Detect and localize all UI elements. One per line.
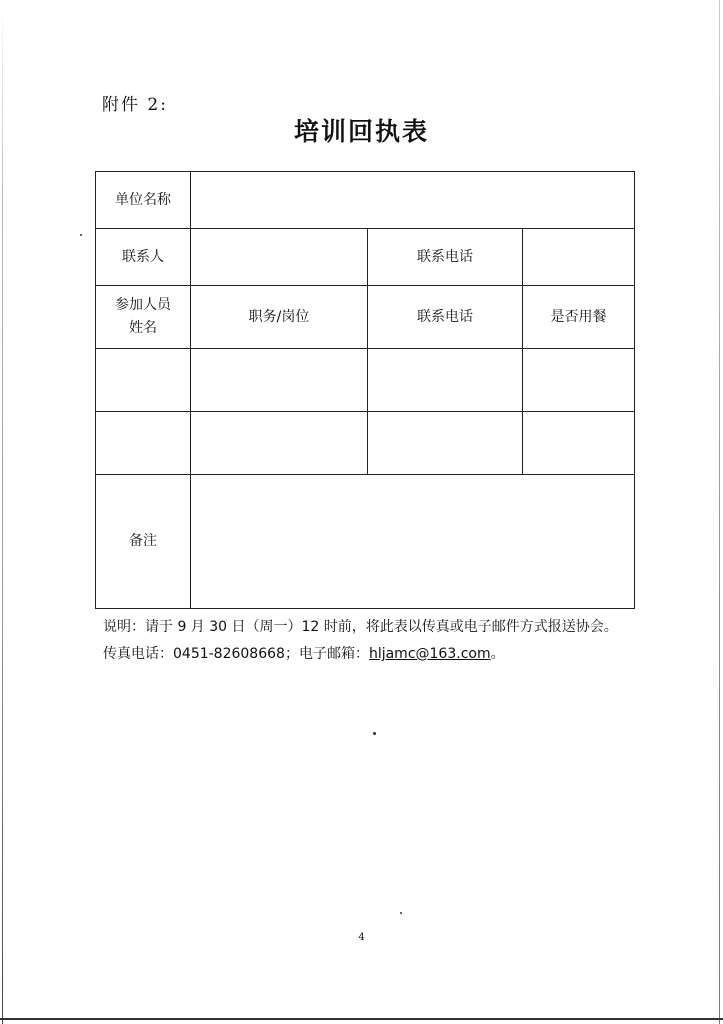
scan-edge-right xyxy=(719,0,720,1024)
page-number: 4 xyxy=(358,932,365,943)
remarks-label: 备注 xyxy=(96,475,191,609)
attachment-label: 附件 2: xyxy=(102,95,168,115)
participant-name-cell[interactable] xyxy=(96,412,191,475)
training-receipt-form xyxy=(95,171,635,609)
row-contact xyxy=(96,229,635,286)
contact-person-label: 联系人 xyxy=(96,229,191,286)
participant-row xyxy=(96,412,635,475)
submission-instructions: 说明：请于 9 月 30 日（周一）12 时前，将此表以传真或电子邮件方式报送协会。 xyxy=(103,619,618,635)
document-title: 培训回执表 xyxy=(293,117,429,146)
meal-header: 是否用餐 xyxy=(523,286,635,349)
participant-position-cell[interactable] xyxy=(191,412,368,475)
remarks-field[interactable] xyxy=(191,475,635,609)
scan-edge-left xyxy=(2,0,3,1024)
scan-speck xyxy=(80,234,82,236)
position-header: 职务/岗位 xyxy=(191,286,368,349)
unit-name-label: 单位名称 xyxy=(96,172,191,229)
scan-speck xyxy=(373,732,376,735)
contact-info-suffix: 。 xyxy=(490,646,505,662)
participant-meal-cell[interactable] xyxy=(523,412,635,475)
participant-name-label-line2: 姓名 xyxy=(129,320,157,336)
email-link[interactable]: hljamc@163.com xyxy=(368,646,491,662)
row-unit-name xyxy=(96,172,635,229)
participant-name-cell[interactable] xyxy=(96,349,191,412)
row-participant-header xyxy=(96,286,635,349)
contact-person-field[interactable] xyxy=(191,229,368,286)
scan-speck xyxy=(400,912,402,914)
contact-phone-field[interactable] xyxy=(523,229,635,286)
fax-info: 传真电话：0451-82608668；电子邮箱： xyxy=(103,646,369,662)
participant-name-header xyxy=(96,286,191,349)
participant-position-cell[interactable] xyxy=(191,349,368,412)
contact-phone-label: 联系电话 xyxy=(368,229,523,286)
participant-name-label-line1: 参加人员 xyxy=(115,297,171,313)
participant-phone-cell[interactable] xyxy=(368,349,523,412)
contact-info-line xyxy=(103,641,663,668)
participant-phone-header: 联系电话 xyxy=(368,286,523,349)
scan-edge-bottom xyxy=(0,1018,723,1020)
notes-section xyxy=(103,614,663,668)
unit-name-field[interactable] xyxy=(191,172,635,229)
row-remarks xyxy=(96,475,635,609)
participant-meal-cell[interactable] xyxy=(523,349,635,412)
participant-row xyxy=(96,349,635,412)
participant-phone-cell[interactable] xyxy=(368,412,523,475)
